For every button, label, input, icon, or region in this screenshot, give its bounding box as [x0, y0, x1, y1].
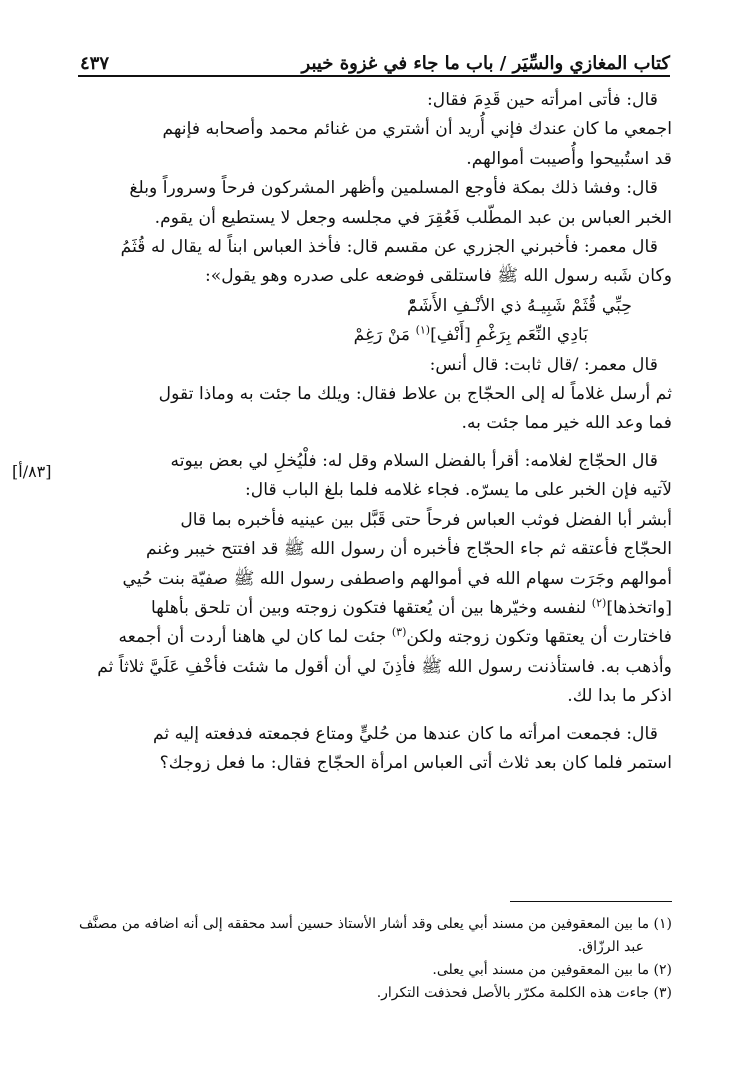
running-header — [80, 40, 670, 74]
footnote-ref: (٣) — [391, 625, 407, 639]
text-segment: لنفسه وخيّرها بين أن يُعتقها فتكون زوجته وبين أن تلحق بأهلها — [150, 597, 592, 618]
header-rule — [78, 75, 670, 77]
text-line: قد استُبيحوا وأُصيبت أموالهم. — [466, 148, 672, 169]
footnote-1-continued: عبد الرزّاق. — [577, 939, 644, 955]
text-segment: فاختارت أن يعتقها وتكون زوجته ولكن — [406, 627, 672, 648]
footnote-3: (٣) جاءت هذه الكلمة مكرّر بالأصل فحذفت التكرار. — [376, 985, 672, 1001]
text-line: قال معمر: فأخبرني الجزري عن مقسم قال: فأخذ العباس ابناً له يقال له قُثَمُ — [120, 237, 658, 258]
text-line: فما وعد الله خير مما جئت به. — [461, 413, 672, 434]
text-line: استمر فلما كان بعد ثلاث أتى العباس امرأة الحجّاج فقال: ما فعل زوجك؟ — [159, 752, 672, 773]
footnotes — [78, 913, 672, 1005]
text-segment: [واتخذها] — [606, 597, 672, 618]
text-line: الحجّاج فأعتقه ثم جاء الحجّاج فأخبره أن رسول الله ﷺ قد افتتح خيبر وغنم — [145, 539, 672, 560]
footnote-rule — [510, 901, 672, 902]
footnote-ref: (٢) — [591, 596, 607, 610]
text-line — [78, 623, 672, 652]
text-line: اذكر ما بدا لك. — [567, 686, 672, 707]
text-line — [78, 594, 672, 623]
text-line: ثم أرسل غلاماً له إلى الحجّاج بن علاط فقال: ويلك ما جئت به وماذا تقول — [158, 384, 672, 405]
chapter-title: كتاب المغازي والسِّيَر / باب ما جاء في غزوة خيبر — [301, 53, 670, 74]
footnote-ref: (١) — [415, 323, 431, 337]
verse-text: بَادِي النِّعَم بِرَغْمِ [أَنْفِ] — [430, 325, 588, 346]
text-line: أبشر أبا الفضل فوثب العباس فرحاً حتى قَبَّل بين عينيه فأخبره بما قال — [180, 509, 672, 530]
verse-line — [78, 321, 672, 350]
folio-marker: [٨٣/أ] — [12, 462, 52, 481]
text-line: قال معمر: /قال ثابت: قال أنس: — [429, 354, 658, 375]
main-text — [78, 86, 672, 778]
text-line: الخبر العباس بن عبد المطّلب فَعُقِرَ في مجلسه وجعل لا يستطيع أن يقوم. — [154, 207, 672, 228]
text-line: اجمعي ما كان عندك فإني أُريد أن أشتري من غنائم محمد وأصحابه فإنهم — [162, 119, 672, 140]
footnote-1: (١) ما بين المعقوفين من مسند أبي يعلى وقد أشار الأستاذ حسين أسد محققه إلى أنه اضافه من مصنَّف — [79, 916, 672, 932]
verse-line: حِبِّي قُثَمْ شَبِيـهُ ذي الأنْـفِ الأَشَمّْ — [406, 295, 632, 316]
text-segment: جئت لما كان لي هاهنا أردت أن أجمعه — [118, 627, 392, 648]
text-line: قال: وفشا ذلك بمكة فأوجع المسلمين وأظهر المشركون فرحاً وسروراً وبلغ — [129, 178, 658, 199]
text-line: قال الحجّاج لغلامه: أقرأ بالفضل السلام وقل له: فلْيُخلِ لي بعض بيوته — [170, 450, 658, 471]
text-line: أموالهم وجَرَت سهام الله في أموالهم واصطفى رسول الله ﷺ صفيّة بنت حُيي — [122, 568, 672, 589]
text-line: وأذهب به. فاستأذنت رسول الله ﷺ فأذِنَ لي أن أقول ما شئت فأخْفِ عَلَيَّ ثلاثاً ثم — [97, 656, 672, 677]
page-number: ٤٣٧ — [80, 53, 110, 74]
text-line: وكان شَبه رسول الله ﷺ فاستلقى فوضعه على صدره وهو يقول»: — [204, 266, 672, 287]
text-line: قال: فجمعت امرأته ما كان عندها من حُليٍّ ومتاع فجمعته فدفعته إليه ثم — [152, 723, 658, 744]
text-line: لآتيه فإن الخبر على ما يسرّه. فجاء غلامه فلما بلغ الباب قال: — [244, 480, 672, 501]
footnote-2: (٢) ما بين المعقوفين من مسند أبي يعلى. — [432, 962, 672, 978]
text-line: قال: فأتى امرأته حين قَدِمَ فقال: — [426, 90, 658, 110]
verse-text: مَنْ رَغِمْ — [353, 325, 416, 346]
